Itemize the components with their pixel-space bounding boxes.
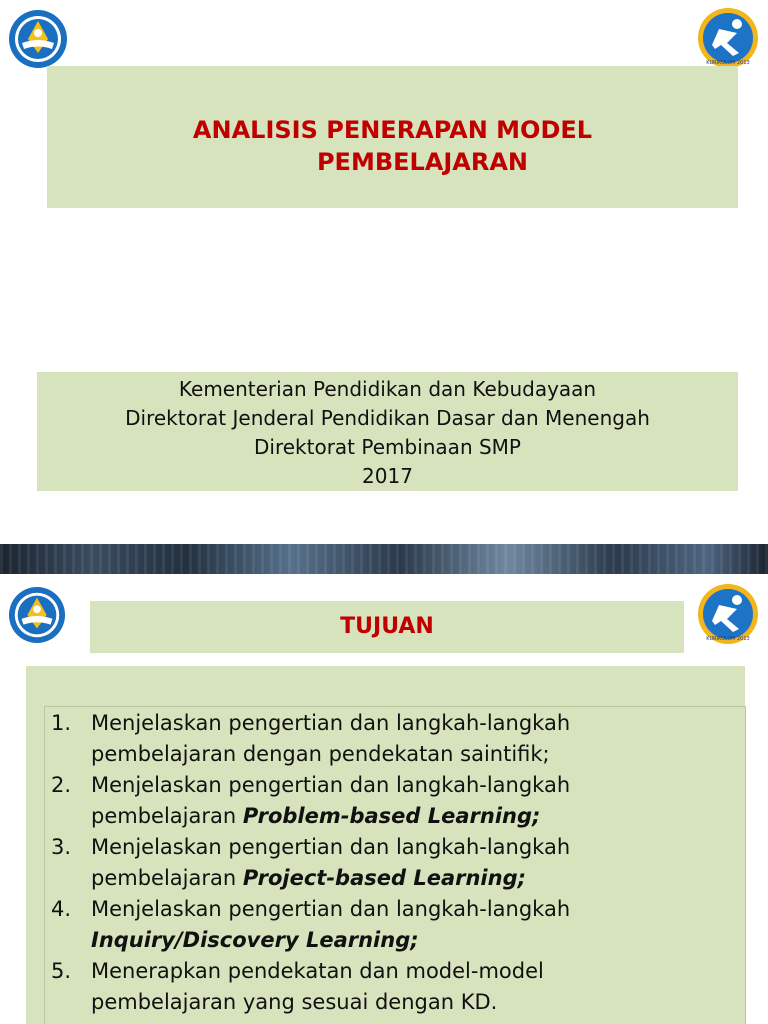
slide-objectives: [0, 574, 768, 1024]
item-number: 1.: [51, 711, 72, 735]
kurikulum-2013-logo: [697, 583, 759, 645]
item-number: 2.: [51, 773, 72, 797]
item-emphasis: Project-based Learning;: [242, 866, 527, 890]
heading-tujuan: TUJUAN: [340, 614, 434, 639]
slide-title-line-1: ANALISIS PENERAPAN MODEL: [192, 116, 593, 144]
kurikulum-logo-caption: KURIKULUM 2013: [706, 60, 750, 66]
ministry-name: Kementerian Pendidikan dan Kebudayaan: [178, 377, 597, 401]
objective-item: [49, 708, 570, 770]
organization-box: [37, 372, 738, 491]
item-number: 3.: [51, 835, 72, 859]
kurikulum-logo-caption: KURIKULUM 2013: [706, 636, 750, 642]
item-line-1: Menjelaskan pengertian dan langkah-langkah: [91, 711, 571, 735]
item-line-1: Menerapkan pendekatan dan model-model: [91, 959, 544, 983]
objectives-list-frame: [44, 706, 746, 1024]
item-line-2: pembelajaran: [91, 866, 243, 890]
year: 2017: [362, 464, 413, 488]
item-line-2: pembelajaran yang sesuai dengan KD.: [91, 990, 498, 1014]
item-line-1: Menjelaskan pengertian dan langkah-langkah: [91, 897, 571, 921]
objectives-list: [49, 708, 570, 1018]
tut-wuri-handayani-logo: [8, 9, 68, 69]
slide-title: [47, 114, 738, 178]
item-emphasis: Problem-based Learning;: [242, 804, 541, 828]
heading-box: [90, 601, 684, 653]
item-line-2: pembelajaran dengan pendekatan saintifik;: [91, 742, 550, 766]
slide-separator-band: [0, 544, 768, 574]
directorate-name: Direktorat Pembinaan SMP: [253, 435, 521, 459]
title-box: [47, 66, 738, 208]
item-line-1: Menjelaskan pengertian dan langkah-langkah: [91, 835, 571, 859]
objective-item: [49, 770, 570, 832]
item-number: 5.: [51, 959, 72, 983]
objective-item: [49, 894, 570, 956]
item-line-1: Menjelaskan pengertian dan langkah-langkah: [91, 773, 571, 797]
directorate-general-name: Direktorat Jenderal Pendidikan Dasar dan Menengah: [125, 406, 650, 430]
objective-item: [49, 956, 570, 1018]
tut-wuri-handayani-logo: [8, 586, 66, 644]
item-number: 4.: [51, 897, 72, 921]
kurikulum-2013-logo: [697, 7, 759, 69]
item-line-2: pembelajaran: [91, 804, 243, 828]
objectives-panel: [26, 666, 745, 1024]
objective-item: [49, 832, 570, 894]
item-emphasis: Inquiry/Discovery Learning;: [91, 928, 419, 952]
slide-title-line-2: PEMBELAJARAN: [316, 148, 529, 176]
